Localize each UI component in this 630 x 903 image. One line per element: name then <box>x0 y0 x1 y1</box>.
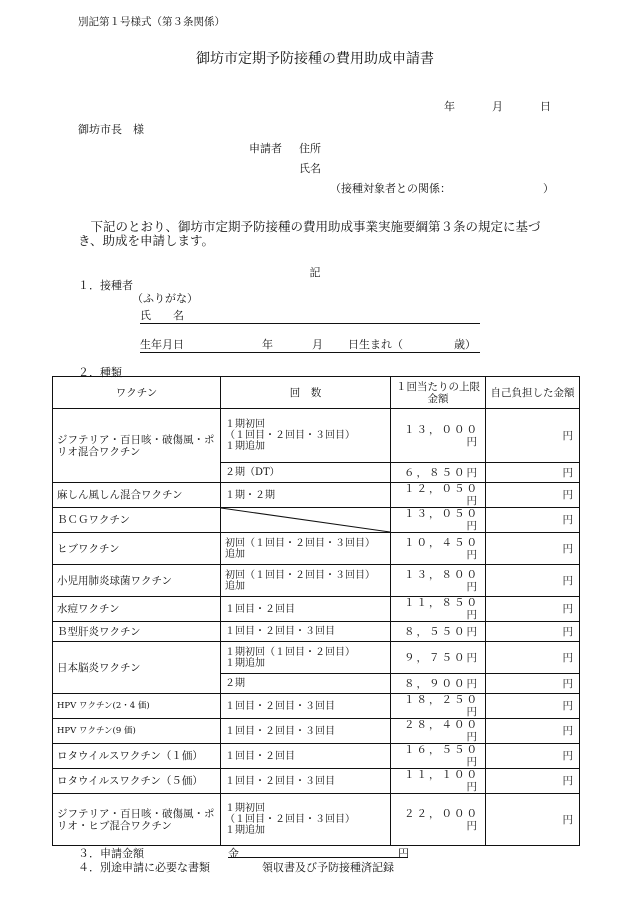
birth-born: 日生まれ（ <box>348 338 403 351</box>
date-year: 年 <box>444 100 455 113</box>
name-label: 氏 名 <box>140 309 184 322</box>
table-row <box>53 744 580 769</box>
birthdate-field[interactable] <box>140 336 480 353</box>
header-doses: 回 数 <box>221 377 391 409</box>
table-row <box>53 794 580 846</box>
limit-amount: １１，８５０円 <box>391 597 486 622</box>
self-paid-amount-field[interactable]: 円 <box>486 463 580 483</box>
limit-amount: ２２，０００円 <box>391 794 486 846</box>
vaccine-name: ヒブワクチン <box>53 533 221 565</box>
form-number: 別記第１号様式（第３条関係） <box>78 16 225 28</box>
dose-schedule: １回目・２回目・３回目 <box>221 769 391 794</box>
vaccine-name: 麻しん風しん混合ワクチン <box>53 483 221 508</box>
limit-amount: １３，８００円 <box>391 565 486 597</box>
vaccine-name: ロタウイルスワクチン（１価） <box>53 744 221 769</box>
limit-amount: １３，０００円 <box>391 409 486 463</box>
section1-title: １．接種者 <box>78 279 133 292</box>
dose-schedule: １期初回 （１回目・２回目・３回目） １期追加 <box>221 409 391 463</box>
dose-schedule <box>221 508 391 533</box>
dose-schedule: １回目・２回目 <box>221 597 391 622</box>
limit-amount: ８，９００円 <box>391 674 486 694</box>
limit-amount: １２，０５０円 <box>391 483 486 508</box>
addressee: 御坊市長 様 <box>78 123 144 136</box>
applicant-address-label: 住所 <box>299 142 321 155</box>
vaccine-table <box>52 376 580 846</box>
table-row <box>53 483 580 508</box>
limit-amount: ９，７５０円 <box>391 642 486 674</box>
date-month: 月 <box>492 100 503 113</box>
self-paid-amount-field[interactable]: 円 <box>486 622 580 642</box>
dose-schedule: １回目・２回目 <box>221 744 391 769</box>
header-limit: １回当たりの上限金額 <box>391 377 486 409</box>
vaccine-name: 日本脳炎ワクチン <box>53 642 221 694</box>
amount-yen: 円 <box>398 847 409 860</box>
table-row <box>53 642 580 674</box>
limit-amount: １１，１００円 <box>391 769 486 794</box>
birth-label: 生年月日 <box>140 338 184 351</box>
applicant-label: 申請者 <box>249 142 282 155</box>
table-row <box>53 597 580 622</box>
dose-schedule: １回目・２回目・３回目 <box>221 622 391 642</box>
limit-amount: ８，５５０円 <box>391 622 486 642</box>
self-paid-amount-field[interactable]: 円 <box>486 694 580 719</box>
document-title: 御坊市定期予防接種の費用助成申請書 <box>196 51 434 67</box>
self-paid-amount-field[interactable]: 円 <box>486 744 580 769</box>
dose-schedule: 初回（１回目・２回目・３回目） 追加 <box>221 533 391 565</box>
self-paid-amount-field[interactable]: 円 <box>486 794 580 846</box>
table-row <box>53 508 580 533</box>
self-paid-amount-field[interactable]: 円 <box>486 565 580 597</box>
furigana-label: （ふりがな） <box>132 292 198 305</box>
header-vaccine: ワクチン <box>53 377 221 409</box>
limit-amount: １８，２５０円 <box>391 694 486 719</box>
applicant-relation-close: ） <box>543 182 554 195</box>
vaccine-name: ロタウイルスワクチン（５価） <box>53 769 221 794</box>
date-day: 日 <box>540 100 551 113</box>
applicant-name-label: 氏名 <box>299 162 321 175</box>
self-paid-amount-field[interactable]: 円 <box>486 409 580 463</box>
self-paid-amount-field[interactable]: 円 <box>486 533 580 565</box>
vaccine-name: 水痘ワクチン <box>53 597 221 622</box>
dose-schedule: １回目・２回目・３回目 <box>221 719 391 744</box>
self-paid-amount-field[interactable]: 円 <box>486 674 580 694</box>
birth-year: 年 <box>262 338 273 351</box>
birth-age: 歳） <box>454 338 476 351</box>
self-paid-amount-field[interactable]: 円 <box>486 483 580 508</box>
dose-schedule: 初回（１回目・２回目・３回目） 追加 <box>221 565 391 597</box>
vaccine-name: HPV ワクチン(2・4 価) <box>53 694 221 719</box>
self-paid-amount-field[interactable]: 円 <box>486 769 580 794</box>
dose-schedule: １期・２期 <box>221 483 391 508</box>
table-row <box>53 622 580 642</box>
limit-amount: １３，０５０円 <box>391 508 486 533</box>
vaccine-name: ジフテリア・百日咳・破傷風・ポリオ・ヒブ混合ワクチン <box>53 794 221 846</box>
amount-kin: 金 <box>228 847 239 860</box>
vaccine-name: HPV ワクチン(9 価) <box>53 719 221 744</box>
limit-amount: ２８，４００円 <box>391 719 486 744</box>
dose-schedule: １期初回（１回目・２回目） １期追加 <box>221 642 391 674</box>
limit-amount: ６，８５０円 <box>391 463 486 483</box>
header-self: 自己負担した金額 <box>486 377 580 409</box>
vaccine-name: ジフテリア・百日咳・破傷風・ポリオ混合ワクチン <box>53 409 221 483</box>
self-paid-amount-field[interactable]: 円 <box>486 597 580 622</box>
required-documents: 領収書及び予防接種済記録 <box>262 861 394 874</box>
table-row <box>53 409 580 463</box>
body-text: 下記のとおり、御坊市定期予防接種の費用助成事業実施要綱第３条の規定に基づき、助成を申請します。 <box>78 219 541 248</box>
table-row <box>53 533 580 565</box>
table-row <box>53 769 580 794</box>
self-paid-amount-field[interactable]: 円 <box>486 508 580 533</box>
table-row <box>53 719 580 744</box>
vaccine-name: Ｂ型肝炎ワクチン <box>53 622 221 642</box>
applicant-relation-label: （接種対象者との関係： <box>330 182 451 195</box>
birth-month: 月 <box>312 338 323 351</box>
dose-schedule: ２期（DT） <box>221 463 391 483</box>
section4-title: ４．別途申請に必要な書類 <box>78 861 210 874</box>
name-field[interactable] <box>140 307 480 324</box>
amount-field[interactable] <box>228 857 408 858</box>
dose-schedule: ２期 <box>221 674 391 694</box>
vaccine-name: ＢＣＧワクチン <box>53 508 221 533</box>
dose-schedule: １期初回 （１回目・２回目・３回目） １期追加 <box>221 794 391 846</box>
limit-amount: １０，４５０円 <box>391 533 486 565</box>
table-row <box>53 694 580 719</box>
vaccine-name: 小児用肺炎球菌ワクチン <box>53 565 221 597</box>
section2-title: ２．種類 <box>78 366 122 379</box>
self-paid-amount-field[interactable]: 円 <box>486 719 580 744</box>
section3-title: ３．申請金額 <box>78 847 144 860</box>
ki-heading: 記 <box>309 266 321 279</box>
dose-schedule: １回目・２回目・３回目 <box>221 694 391 719</box>
limit-amount: １６，５５０円 <box>391 744 486 769</box>
table-row <box>53 565 580 597</box>
self-paid-amount-field[interactable]: 円 <box>486 642 580 674</box>
